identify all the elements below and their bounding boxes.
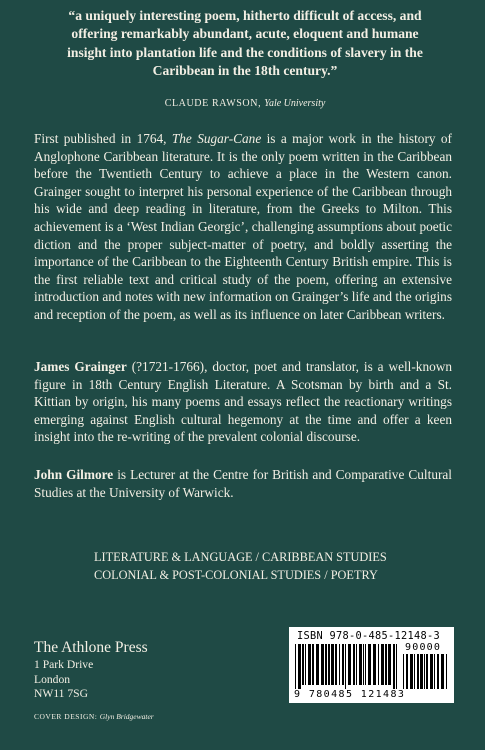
barcode-bar (339, 644, 340, 685)
barcode-bar (305, 644, 306, 685)
author-name: James Grainger (34, 359, 127, 374)
editor-name: John Gilmore (34, 467, 114, 482)
quote-attribution (60, 98, 430, 109)
publisher-address-line-3: NW11 7SG (34, 687, 88, 700)
barcode-bar (430, 654, 433, 689)
barcode-bar (406, 654, 408, 689)
barcode-bar (328, 644, 330, 685)
barcode-bar (363, 644, 364, 685)
barcode-bar (325, 644, 327, 685)
author-bio-text: (?1721-1766), doctor, poet and translator, is a well-known figure in 18th Century English Literature. A Scotsman by birth and a St. Kittian by origin, his many poems and essays reflect the reactionary writings emerging against English cultural hegemony at the time and offer a keen insight into the re-writing of the prevalent colonial discourse. (34, 359, 452, 445)
barcode-bar (396, 644, 397, 689)
barcode-bar (321, 644, 324, 685)
barcode-bar (348, 644, 351, 685)
barcode-bar (345, 644, 346, 689)
barcode-bar (420, 654, 423, 689)
barcode-bar (388, 644, 391, 685)
barcode-bar (424, 654, 425, 689)
publisher-info (34, 638, 148, 702)
publisher-address-line-1: 1 Park Drive (34, 658, 94, 671)
cover-design-label: COVER DESIGN: (34, 712, 98, 721)
barcode-bar (368, 644, 371, 685)
addon-barcode-bars (403, 654, 449, 689)
barcode-bar (308, 644, 311, 685)
review-quote: “a uniquely interesting poem, hitherto difficult of access, and offering remarkably abundant, acute, eloquent and humane insight into plantation life and the conditions of slavery in the Caribbean in the 18th century.” (67, 8, 423, 78)
barcode-bar (298, 644, 301, 689)
barcode-bars (295, 644, 399, 689)
book-title: The Sugar-Cane (171, 131, 262, 146)
description-intro: First published in 1764, (34, 131, 172, 146)
barcode-bar (295, 644, 296, 689)
publisher-name: The Athlone Press (34, 639, 148, 656)
book-description (34, 130, 452, 324)
barcode-bar (426, 654, 428, 689)
editor-bio-text: is Lecturer at the Centre for British and Comparative Cultural Studies at the University of Warwick. (34, 467, 452, 500)
barcode-bar (441, 654, 444, 689)
barcode-bar (356, 644, 357, 685)
barcode-bar (342, 644, 344, 685)
isbn-barcode (289, 627, 454, 703)
editor-bio (34, 466, 452, 501)
barcode-bar (446, 654, 447, 689)
barcode-bar (381, 644, 384, 685)
barcode-bar (378, 644, 379, 685)
subject-line-1: LITERATURE & LANGUAGE / CARIBBEAN STUDIES (94, 550, 387, 564)
description-body: is a major work in the history of Anglophone Caribbean literature. It is the only poem written in the Caribbean before the Twentieth Century to achieve a place in the Western canon. Grainger sought to interpret his personal experience of the Caribbean through his wide and deep reading in literature, from the Greeks to Milton. This achievement is a ‘West Indian Georgic’, challenging assumptions about poetic diction and the proper subject-matter of poetry, and boldly asserting the importance of the Caribbean to the Eighteenth Century British empire. This is the first reliable text and critical study of the poem, offering an extensive introduction and notes with new information on Grainger’s life and the origins and reception of the poem, as well as its influence on later Caribbean writers. (34, 131, 452, 322)
cover-designer: Glyn Bridgewater (99, 712, 154, 721)
price-addon-digits: 90000 (405, 642, 442, 653)
barcode-bar (302, 644, 304, 685)
barcode-bar (437, 654, 439, 689)
barcode-bar (316, 644, 319, 685)
isbn-number: ISBN 978-0-485-12148-3 (297, 630, 440, 642)
barcode-bar (365, 644, 366, 685)
barcode-bar (331, 644, 334, 685)
barcode-bar (434, 654, 435, 689)
subject-categories (94, 548, 414, 584)
barcode-bar (359, 644, 362, 685)
barcode-bar (414, 654, 415, 689)
quote-author: CLAUDE RAWSON, (164, 98, 262, 109)
author-bio (34, 358, 452, 446)
quote-affiliation: Yale University (264, 98, 326, 109)
barcode-bar (353, 644, 355, 685)
barcode-bar (373, 644, 376, 685)
barcode-digits: 9 780485 121483 (294, 689, 406, 700)
barcode-bar (410, 654, 413, 689)
barcode-bar (312, 644, 314, 685)
subject-line-2: COLONIAL & POST-COLONIAL STUDIES / POETRY (94, 568, 378, 582)
barcode-bar (417, 654, 419, 689)
cover-design-credit (34, 712, 154, 721)
barcode-bar (385, 644, 387, 685)
publisher-address-line-2: London (34, 672, 71, 686)
barcode-bar (403, 654, 404, 689)
barcode-bar (335, 644, 337, 685)
barcode-bar (393, 644, 395, 689)
